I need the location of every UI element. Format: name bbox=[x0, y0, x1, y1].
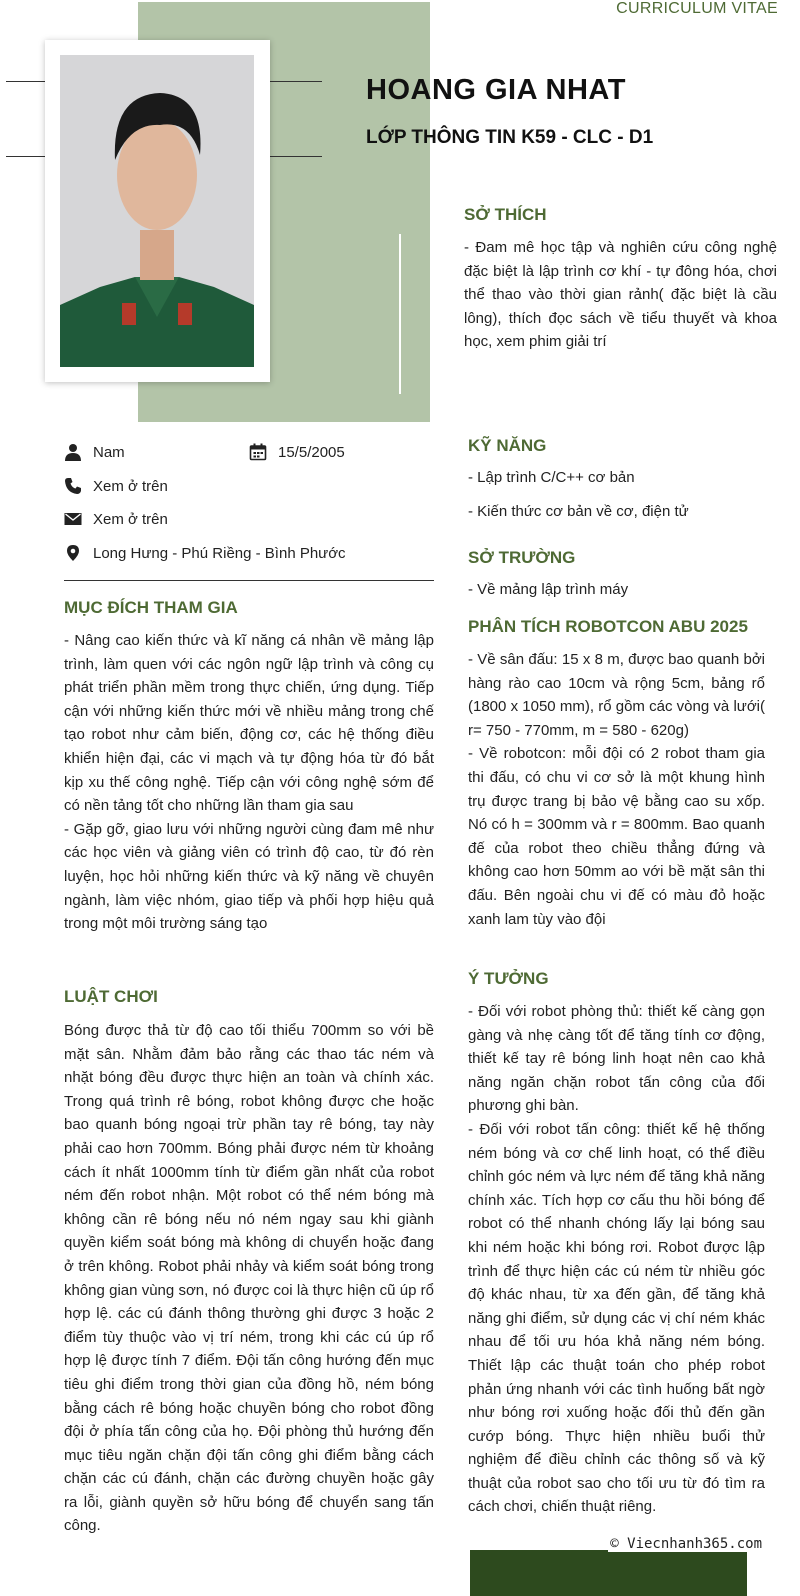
purpose-title: MỤC ĐÍCH THAM GIA bbox=[64, 598, 238, 617]
decorative-vertical-line bbox=[399, 234, 401, 394]
info-email bbox=[64, 510, 168, 528]
email-value: Xem ở trên bbox=[93, 510, 168, 528]
info-address bbox=[64, 544, 346, 562]
hobbies-title: SỞ THÍCH bbox=[464, 205, 547, 224]
calendar-icon bbox=[249, 443, 267, 461]
candidate-name: HOANG GIA NHAT bbox=[366, 74, 626, 106]
skill-item: - Kiến thức cơ bản về cơ, điện tử bbox=[468, 503, 689, 520]
location-pin-icon bbox=[64, 544, 82, 562]
gender-value: Nam bbox=[93, 443, 125, 461]
cv-label: CURRICULUM VITAE bbox=[616, 0, 778, 17]
address-value: Long Hưng - Phú Riềng - Bình Phước bbox=[93, 544, 346, 562]
strengths-title: SỞ TRƯỜNG bbox=[468, 548, 576, 567]
info-phone bbox=[64, 477, 168, 495]
profile-photo-frame bbox=[45, 40, 270, 382]
phone-icon bbox=[64, 477, 82, 495]
ideas-title: Ý TƯỞNG bbox=[468, 969, 549, 988]
person-icon bbox=[64, 443, 82, 461]
info-dob bbox=[249, 443, 345, 461]
skill-item: - Lập trình C/C++ cơ bản bbox=[468, 469, 635, 486]
strength-item: - Về mảng lập trình máy bbox=[468, 581, 629, 598]
envelope-icon bbox=[64, 510, 82, 528]
info-gender bbox=[64, 443, 125, 461]
rules-title: LUẬT CHƠI bbox=[64, 987, 158, 1006]
ideas-text: - Đối với robot phòng thủ: thiết kế càng gọn gàng và nhẹ càng tốt để tăng tính cơ động, thiết kế tay rê bóng linh hoạt nên cao khả năng ngăn chặn robot tấn công của đối phương ghi bàn. - Đối với robot tấn công: thiết kế hệ thống ném bóng và cơ chế linh hoạt, có thể điều chỉnh góc ném và lực ném để tăng khả năng chính xác. Tích hợp cơ cấu thu hồi bóng để robot có thể nhanh chóng lấy lại bóng sau khi ném hoặc khi bóng rơi. Robot được lập trình để thực hiện các cú ném từ nhiều góc độ khác nhau, từ xa đến gần, để tăng khả năng ghi điểm, sử dụng các vị chí ném khác nhau để tối ưu hóa khả năng ném bóng. Thiết lập các thuật toán cho phép robot phản ứng nhanh với các tình huống bất ngờ như bóng rơi xuống hoặc đối thủ đến gần cướp bóng. Thực hiện nhiều buổi thử nghiệm để điều chỉnh các thông số và kỹ thuật của robot sao cho tối ưu từ đó tìm ra cách chơi, chiến thuật riêng. bbox=[468, 1003, 765, 1516]
purpose-text: - Nâng cao kiến thức và kĩ năng cá nhân về mảng lập trình, làm quen với các ngôn ngữ lập trình và công cụ phát triển phần mềm trong thực chiến, ứng dụng. Tiếp cận với những kiến thức mới về nhiều mảng trong chế tạo robot như cảm biến, động cơ, các hệ thống điều khiển hiện đại, các vi mạch và tự động hóa từ đó bắt kịp xu thế công nghệ. Tiếp cận với công nghệ sớm để có nền tảng tốt cho những lần tham gia sau - Gặp gỡ, giao lưu với những người cùng đam mê như các học viên và giảng viên có trình độ cao, từ đó rèn luyện, học hỏi những kiến thức và kỹ năng về chuyên ngành, làm việc nhóm, giao tiếp và phối hợp hiệu quả trong một môi trường sáng tạo bbox=[64, 632, 434, 933]
footer-green-bar bbox=[470, 1550, 747, 1596]
rules-text: Bóng được thả từ độ cao tối thiểu 700mm so với bề mặt sân. Nhằm đảm bảo rằng các thao tác ném và nhặt bóng đều được thực hiện an toàn và chính xác. Trong quá trình rê bóng, robot không được che hoặc bao quanh bóng ngoại trừ phần tay rê bóng, tay này phải cao hơn 700mm. Bóng phải được ném từ khoảng cách ít nhất 1000mm tính từ điểm gần nhất của robot ném đến robot nhận. Một robot có thể ném bóng mà không cần rê bóng nếu nó ném ngay sau khi giành quyền kiểm soát bóng mà không di chuyển hoặc đang ở trên không. Robot phải nhảy và kiểm soát bóng trong không gian vùng sơn, nó được coi là thực hiện cũ úp rổ hợp lệ. các cú đánh thông thường ghi được 3 hoặc 2 điểm tùy thuộc vào vị trí ném, trong khi các cú úp rổ hợp lệ được tính 7 điểm. Đội tấn công hướng đến mục tiêu ghi điểm trong thời gian của đồng hồ, ném bóng bằng cách rê bóng hoặc chuyền bóng cho robot đồng đội ở phía tấn công của họ. Đội phòng thủ hướng đến mục tiêu ngăn chặn đội tấn công ghi điểm bằng cách chặn các cú đánh, chặn các đường chuyền hoặc gây ra lỗi, giành quyền sở hữu bóng để chuyển sang tấn công. bbox=[64, 1022, 434, 1535]
skills-title: KỸ NĂNG bbox=[468, 436, 547, 455]
phone-value: Xem ở trên bbox=[93, 477, 168, 495]
analysis-title: PHÂN TÍCH ROBOTCON ABU 2025 bbox=[468, 617, 748, 636]
dob-value: 15/5/2005 bbox=[278, 443, 345, 461]
footer-watermark: © Viecnhanh365.com bbox=[610, 1536, 762, 1552]
analysis-text: - Về sân đấu: 15 x 8 m, được bao quanh bởi hàng rào cao 10cm và rộng 5cm, bảng rổ (1800 x 1050 mm), rổ gồm các vòng và lưới( r= 750 - 770mm, m = 580 - 620g) - Về robotcon: mỗi đội có 2 robot tham gia thi đấu, có chu vi cơ sở là một khung hình trụ được trang bị bảo vệ bằng cao su xốp. Nó có h = 300mm và r = 800mm. Bao quanh đế của robot theo chiều thẳng đứng và không cao hơn 50mm ao với bề mặt sân thi đấu. Bên ngoài chu vi đế có màu đỏ hoặc xanh lam tùy vào đội bbox=[468, 651, 765, 928]
candidate-class: LỚP THÔNG TIN K59 - CLC - D1 bbox=[366, 127, 654, 148]
hobbies-text: - Đam mê học tập và nghiên cứu công nghệ đặc biệt là lập trình cơ khí - tự đông hóa, chơi thể thao vào thời gian rảnh( đặc biệt là cầu lông), thích đọc sách về tiểu thuyết và khoa học, xem phim giải trí bbox=[464, 239, 777, 351]
info-divider bbox=[64, 580, 434, 581]
profile-photo bbox=[60, 55, 254, 367]
